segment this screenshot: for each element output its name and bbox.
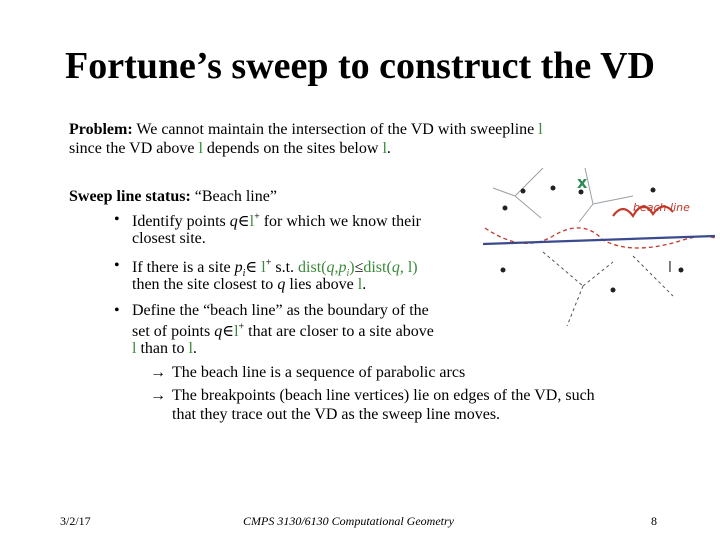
- bullet-marker-3: •: [114, 302, 120, 319]
- problem-text-1: We cannot maintain the intersection of the VD with sweepline: [132, 121, 539, 138]
- bullet-marker-2: •: [114, 257, 120, 274]
- sweep-status-text: “Beach line”: [190, 188, 277, 205]
- sweep-line-mark: l: [668, 260, 672, 276]
- problem-text-4: .: [386, 140, 391, 157]
- sweepline-l-2: l: [198, 140, 203, 157]
- footer-page-number: 8: [651, 514, 657, 528]
- bullet-1-line-2: closest site.: [132, 230, 206, 247]
- sub-bullet-2-line-1: The breakpoints (beach line vertices) lie on edges of the VD, such: [172, 387, 595, 404]
- sweepline-l-3: l: [382, 140, 387, 157]
- problem-text-3: depends on the sites below: [202, 140, 383, 157]
- problem-label: Problem:: [69, 121, 133, 138]
- beach-line-sketch: [483, 166, 715, 336]
- footer-date: 3/2/17: [60, 514, 91, 528]
- sub-bullet-marker-2: →: [150, 387, 166, 404]
- problem-paragraph: [69, 120, 709, 158]
- sub-bullet-1-line-1: The beach line is a sequence of parabolic arcs: [172, 364, 466, 381]
- sites-below: [501, 268, 684, 293]
- bullet-2-line-1: If there is a site $p_i\in$ l+ s.t. $dist(q,p_i)\le dist(q$, l): [132, 257, 418, 280]
- beach-line-label: beach line: [633, 201, 690, 214]
- bullet-1-line-1: Identify points q∈l+ for which we know their: [132, 211, 421, 230]
- sweep-status-label: Sweep line status:: [69, 188, 191, 205]
- sweep-line: [483, 236, 715, 244]
- bullet-3-line-2: set of points q∈l+ that are closer to a site above: [132, 321, 434, 340]
- problem-text-2: since the VD above: [69, 140, 199, 157]
- voronoi-edges: [493, 168, 633, 222]
- slide-title: Fortune’s sweep to construct the VD: [65, 45, 655, 87]
- sub-bullet-marker-1: →: [150, 364, 166, 381]
- bullet-3-line-3: l than to l.: [132, 340, 197, 357]
- bullet-2-line-2: then the site closest to q lies above l.: [132, 276, 367, 293]
- bullet-3-line-1: Define the “beach line” as the boundary of the: [132, 302, 429, 319]
- bullet-marker-1: •: [114, 211, 120, 228]
- sub-bullet-2-line-2: that they trace out the VD as the sweep line moves.: [172, 406, 501, 423]
- site-x-mark: x: [577, 173, 588, 192]
- lower-dashed-edges: [543, 252, 673, 326]
- sweepline-l: l: [538, 121, 543, 138]
- footer-course: CMPS 3130/6130 Computational Geometry: [243, 514, 454, 528]
